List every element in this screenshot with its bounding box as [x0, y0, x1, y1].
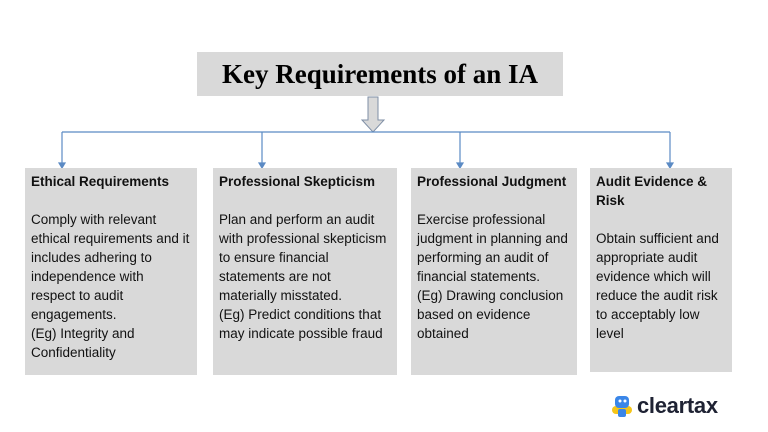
box-example: (Eg) Integrity and Confidentiality [31, 326, 135, 360]
box-audit-evidence-risk [590, 168, 732, 372]
box-body: Exercise professional judgment in planning and performing an audit of financial statements. [417, 212, 568, 284]
robot-mascot-icon [611, 394, 633, 418]
box-body: Plan and perform an audit with professional skepticism to ensure financial statements are not materially misstated. [219, 212, 387, 303]
cleartax-logo [611, 393, 718, 419]
box-professional-judgment [411, 168, 577, 375]
down-arrow-icon [362, 97, 384, 132]
box-heading: Ethical Requirements [31, 174, 170, 189]
box-heading: Professional Skepticism [219, 174, 376, 189]
box-body: Obtain sufficient and appropriate audit evidence which will reduce the audit risk to acceptably low level [596, 231, 719, 341]
box-professional-skepticism [213, 168, 397, 375]
box-example: (Eg) Drawing conclusion based on evidence obtained [417, 288, 564, 341]
box-example: (Eg) Predict conditions that may indicate possible fraud [219, 307, 383, 341]
box-body: Comply with relevant ethical requirements and it includes adhering to independence with respect to audit engagements. [31, 212, 190, 322]
box-ethical-requirements [25, 168, 197, 375]
box-heading: Professional Judgment [417, 174, 567, 189]
box-heading: Audit Evidence & Risk [596, 174, 708, 208]
logo-text: cleartax [637, 393, 718, 418]
diagram-title: Key Requirements of an IA [197, 52, 563, 96]
